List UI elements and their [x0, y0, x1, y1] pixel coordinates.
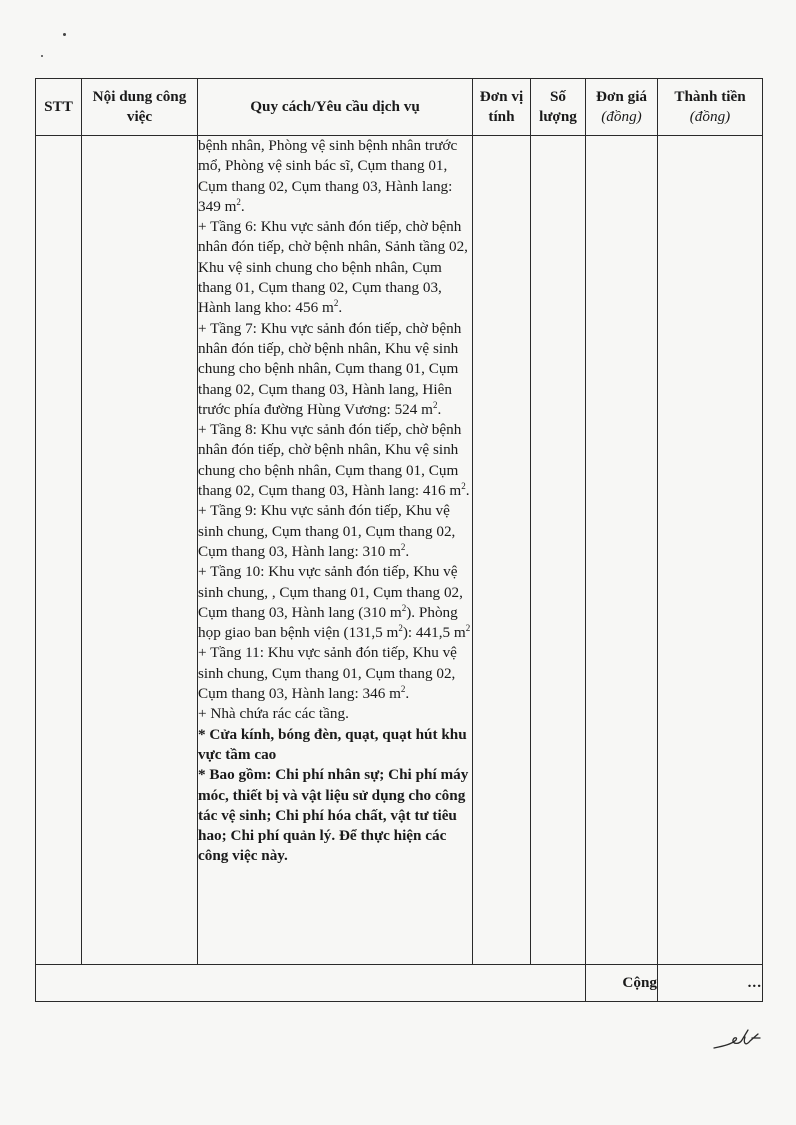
spec-item: bệnh nhân, Phòng vệ sinh bệnh nhân trước mổ, Phòng vệ sinh bác sĩ, Cụm thang 01, Cụm thang 02, Cụm thang 03, Hành lang: 349 $m^2$. — [198, 137, 458, 215]
total-value: ... — [658, 965, 763, 1002]
cell-don-vi — [473, 136, 531, 965]
cell-don-gia — [586, 136, 658, 965]
cell-so-luong — [531, 136, 586, 965]
header-noi-dung: Nội dung công việc — [82, 79, 198, 136]
spec-item: + Tầng 7: Khu vực sảnh đón tiếp, chờ bệnh nhân đón tiếp, chờ bệnh nhân, Khu vệ sinh chung cho bệnh nhân, Cụm thang 01, Cụm thang 02, Cụm thang 03, Hành lang, Hiên trước phía đường Hùng Vương: 524 $m^2$. — [198, 319, 462, 418]
spec-item-bold: * Cửa kính, bóng đèn, quạt, quạt hút khu vực tầm cao — [198, 725, 467, 763]
spec-item: + Tầng 6: Khu vực sảnh đón tiếp, chờ bệnh nhân đón tiếp, chờ bệnh nhân, Sảnh tầng 02, Khu vệ sinh chung cho bệnh nhân, Cụm thang 01, Cụm thang 02, Cụm thang 03, Hành lang kho: 456 $m^2$. — [198, 218, 468, 317]
spec-item: + Tầng 10: Khu vực sảnh đón tiếp, Khu vệ sinh chung, , Cụm thang 01, Cụm thang 02, Cụm thang 03, Hành lang (310 $m^2$). Phòng họp giao ban bệnh viện (131,5 $m^2$): 441,5 $m^2$ — [198, 563, 471, 642]
spec-item: + Tầng 11: Khu vực sảnh đón tiếp, Khu vệ sinh chung, Cụm thang 01, Cụm thang 02, Cụm thang 03, Hành lang: 346 $m^2$. — [198, 644, 457, 703]
cell-noi-dung — [82, 136, 198, 965]
header-don-vi: Đơn vị tính — [473, 79, 531, 136]
cell-stt — [36, 136, 82, 965]
header-don-gia — [586, 79, 658, 136]
spec-item-bold: * Bao gồm: Chi phí nhân sự; Chi phí máy móc, thiết bị và vật liệu sử dụng cho công tác vệ sinh; Chi phí hóa chất, vật tư tiêu hao; Chi phí quản lý. Để thực hiện các công việc này. — [198, 766, 469, 865]
service-table — [35, 78, 763, 1002]
header-thanh-tien-label: Thành tiền — [674, 88, 746, 105]
header-don-gia-label: Đơn giá — [595, 88, 648, 105]
header-thanh-tien-unit: (đồng) — [689, 108, 731, 125]
cell-thanh-tien — [658, 136, 763, 965]
header-so-luong: Số lượng — [531, 79, 586, 136]
scan-speck — [41, 55, 43, 57]
signature-mark — [712, 1028, 764, 1054]
total-spacer — [36, 965, 586, 1002]
header-quy-cach: Quy cách/Yêu cầu dịch vụ — [198, 79, 473, 136]
spec-item: + Tầng 8: Khu vực sảnh đón tiếp, chờ bệnh nhân đón tiếp, chờ bệnh nhân, Khu vệ sinh chung cho bệnh nhân, Cụm thang 01, Cụm thang 02, Cụm thang 03, Hành lang: 416 $m^2$. — [198, 421, 470, 500]
header-row — [36, 79, 763, 136]
total-label: Cộng — [586, 965, 658, 1002]
header-don-gia-unit: (đồng) — [601, 108, 642, 125]
header-thanh-tien — [658, 79, 763, 136]
total-row — [36, 965, 763, 1002]
content-row — [36, 136, 763, 965]
scan-speck — [63, 33, 66, 36]
header-stt: STT — [36, 79, 82, 136]
spec-item: + Tầng 9: Khu vực sảnh đón tiếp, Khu vệ sinh chung, Cụm thang 01, Cụm thang 02, Cụm thang 03, Hành lang: 310 $m^2$. — [198, 502, 456, 560]
spec-item: + Nhà chứa rác các tầng. — [198, 705, 349, 723]
cell-quy-cach — [198, 136, 473, 965]
